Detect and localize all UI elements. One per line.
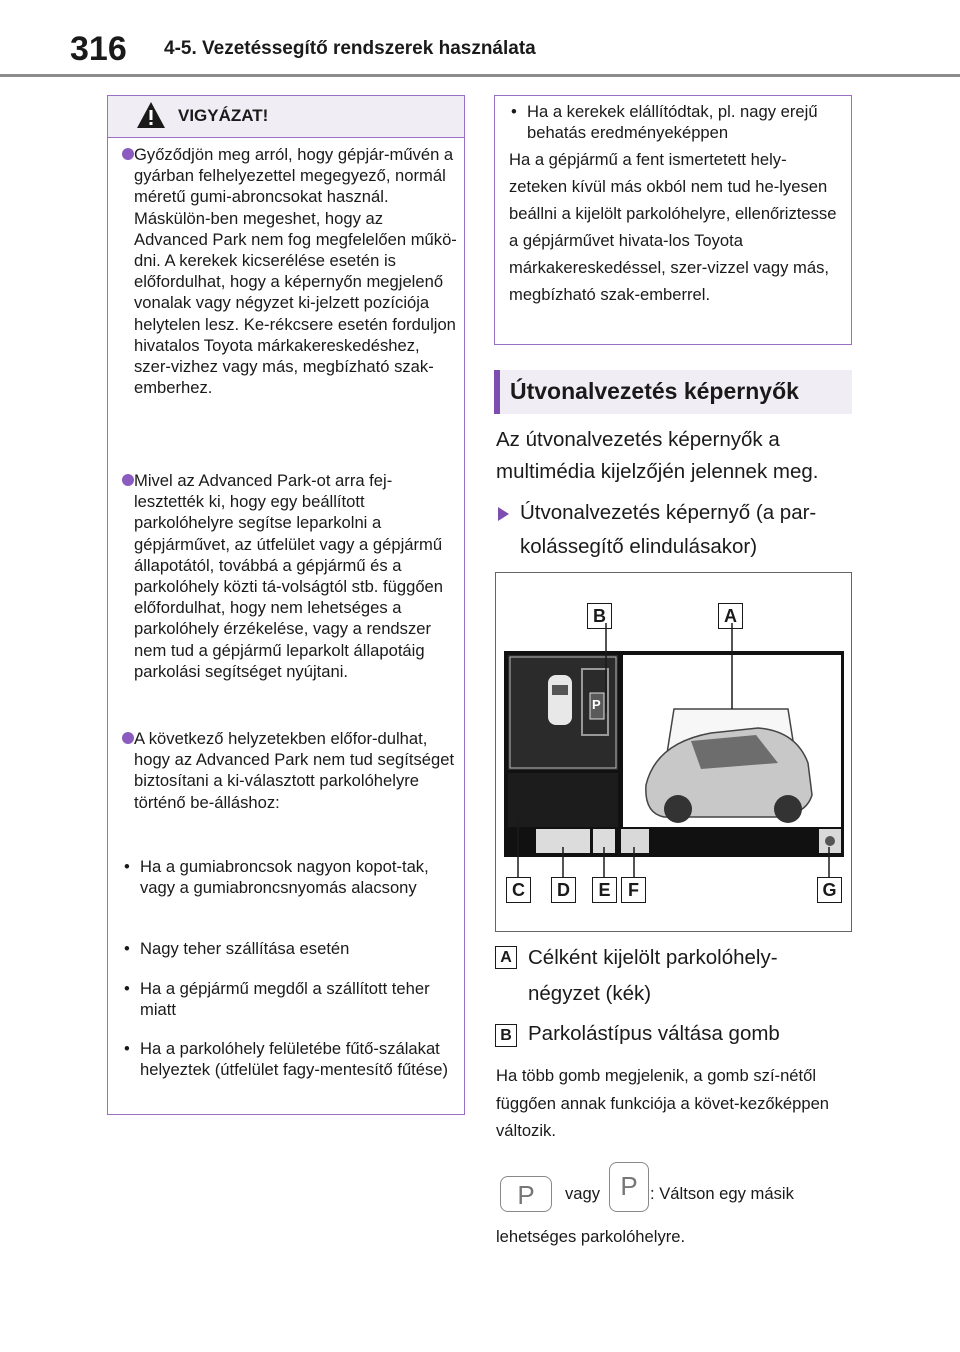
route-screen-figure xyxy=(495,572,852,932)
warning-title: VIGYÁZAT! xyxy=(178,106,269,125)
park-button-blue: P xyxy=(500,1176,552,1212)
warning-box xyxy=(107,95,465,1115)
route-subhead: Útvonalvezetés képernyő (a par-kolássegítő elindulásakor) xyxy=(496,496,856,564)
callout-a: A xyxy=(718,603,743,629)
page-number: 316 xyxy=(70,30,127,68)
route-heading-text: Útvonalvezetés képernyők xyxy=(510,378,799,404)
parking-screen-illustration xyxy=(496,573,851,931)
route-intro: Az útvonalvezetés képernyők a multimédia kijelzőjén jelennek meg. xyxy=(496,428,819,483)
callout-e: E xyxy=(592,877,617,903)
route-section-heading xyxy=(494,370,852,414)
item-b-text: Parkolástípus váltása gomb xyxy=(528,1022,780,1045)
item-label-b: B xyxy=(495,1024,517,1047)
callout-b: B xyxy=(587,603,612,629)
header-rule xyxy=(0,74,960,77)
warning-header xyxy=(108,96,464,138)
closing-text: lehetséges parkolóhelyre. xyxy=(496,1227,686,1246)
section-title: 4-5. Vezetéssegítő rendszerek használata xyxy=(164,38,536,59)
button-color-note: Ha több gomb megjelenik, a gomb szí-nétől függően annak funkciója a követ-kezőképpen változik. xyxy=(496,1066,830,1140)
warning-paragraph-2: Mivel az Advanced Park-ot arra fej-lesztették ki, hogy egy beállított parkolóhelyre segítse leparkolni a gépjárművet, az útfelület vagy a gépjármű állapotától, továbbá a gépjármű és a parkolóhely közti tá-volságtól stb. függően előfordulhat, hogy nem lehetséges a parkolóhely érzékelése, vagy a rendszer nem tud a gépjármű leparkolt állapotáig parkolási segítséget nyújtani. xyxy=(122,470,457,682)
warning-bullet-4: • Ha a parkolóhely felületébe fűtő-szálakat helyeztek (útfelület fagy-mentesítő fűtése) xyxy=(122,1038,457,1080)
continuation-bullet: • Ha a kerekek elállítódtak, pl. nagy erejű behatás eredményeképpen xyxy=(509,101,844,143)
warning-continuation-box xyxy=(494,95,852,345)
callout-c: C xyxy=(506,877,531,903)
callout-g: G xyxy=(817,877,842,903)
bullet-dot-icon xyxy=(122,474,134,486)
bullet-dot-icon xyxy=(122,732,134,744)
callout-d: D xyxy=(551,877,576,903)
or-text: vagy xyxy=(565,1184,601,1203)
item-a-line-1: Célként kijelölt parkolóhely- xyxy=(528,946,778,969)
park-switch-icon: P xyxy=(592,697,601,712)
arrow-bullet-icon xyxy=(498,507,509,521)
item-label-a: A xyxy=(495,946,517,969)
bullet-dot-icon xyxy=(122,148,134,160)
warning-paragraph-1: Győződjön meg arról, hogy gépjár-művén a gyárban felhelyezettel megegyező, normál méretű gumi-abroncsokat használ. Máskülön-ben megeshet, hogy az Advanced Park nem fog megfelelően műkö-dni. A kerekek kicserélése esetén is előfordulhat, hogy a képernyőn megjelenő vonalak vagy négyzet ki-jelzett pozíciója helytelen lesz. Ke-rékcsere esetén forduljon hivatalos Toyota márkakereskedéshez, szer-vizhez vagy más, megbízható szak-emberhez. xyxy=(122,144,457,398)
callout-f: F xyxy=(621,877,646,903)
warning-bullet-2: • Nagy teher szállítása esetén xyxy=(122,938,457,959)
item-a-line-2: négyzet (kék) xyxy=(528,982,652,1005)
warning-paragraph-3: A következő helyzetekben előfor-dulhat, hogy az Advanced Park nem tud segítséget biztosítani a ki-választott parkolóhelyre történő be-álláshoz: xyxy=(122,728,457,813)
warning-bullet-1: • Ha a gumiabroncsok nagyon kopot-tak, vagy a gumiabroncsnyomás alacsony xyxy=(122,856,457,898)
warning-triangle-icon xyxy=(136,101,166,129)
park-button-gray: P xyxy=(609,1162,649,1212)
continuation-text: Ha a gépjármű a fent ismertetett hely-zeteken kívül más okból nem tud he-lyesen beállni a kijelölt parkolóhelyre, ellenőriztesse a gépjárművet hivata-los Toyota márkakereskedéssel, szer-vizzel vagy más, megbízható szak-emberrel. xyxy=(509,150,837,304)
warning-bullet-3: • Ha a gépjármű megdől a szállított teher miatt xyxy=(122,978,457,1020)
switch-action-text: : Váltson egy másik xyxy=(650,1184,794,1203)
